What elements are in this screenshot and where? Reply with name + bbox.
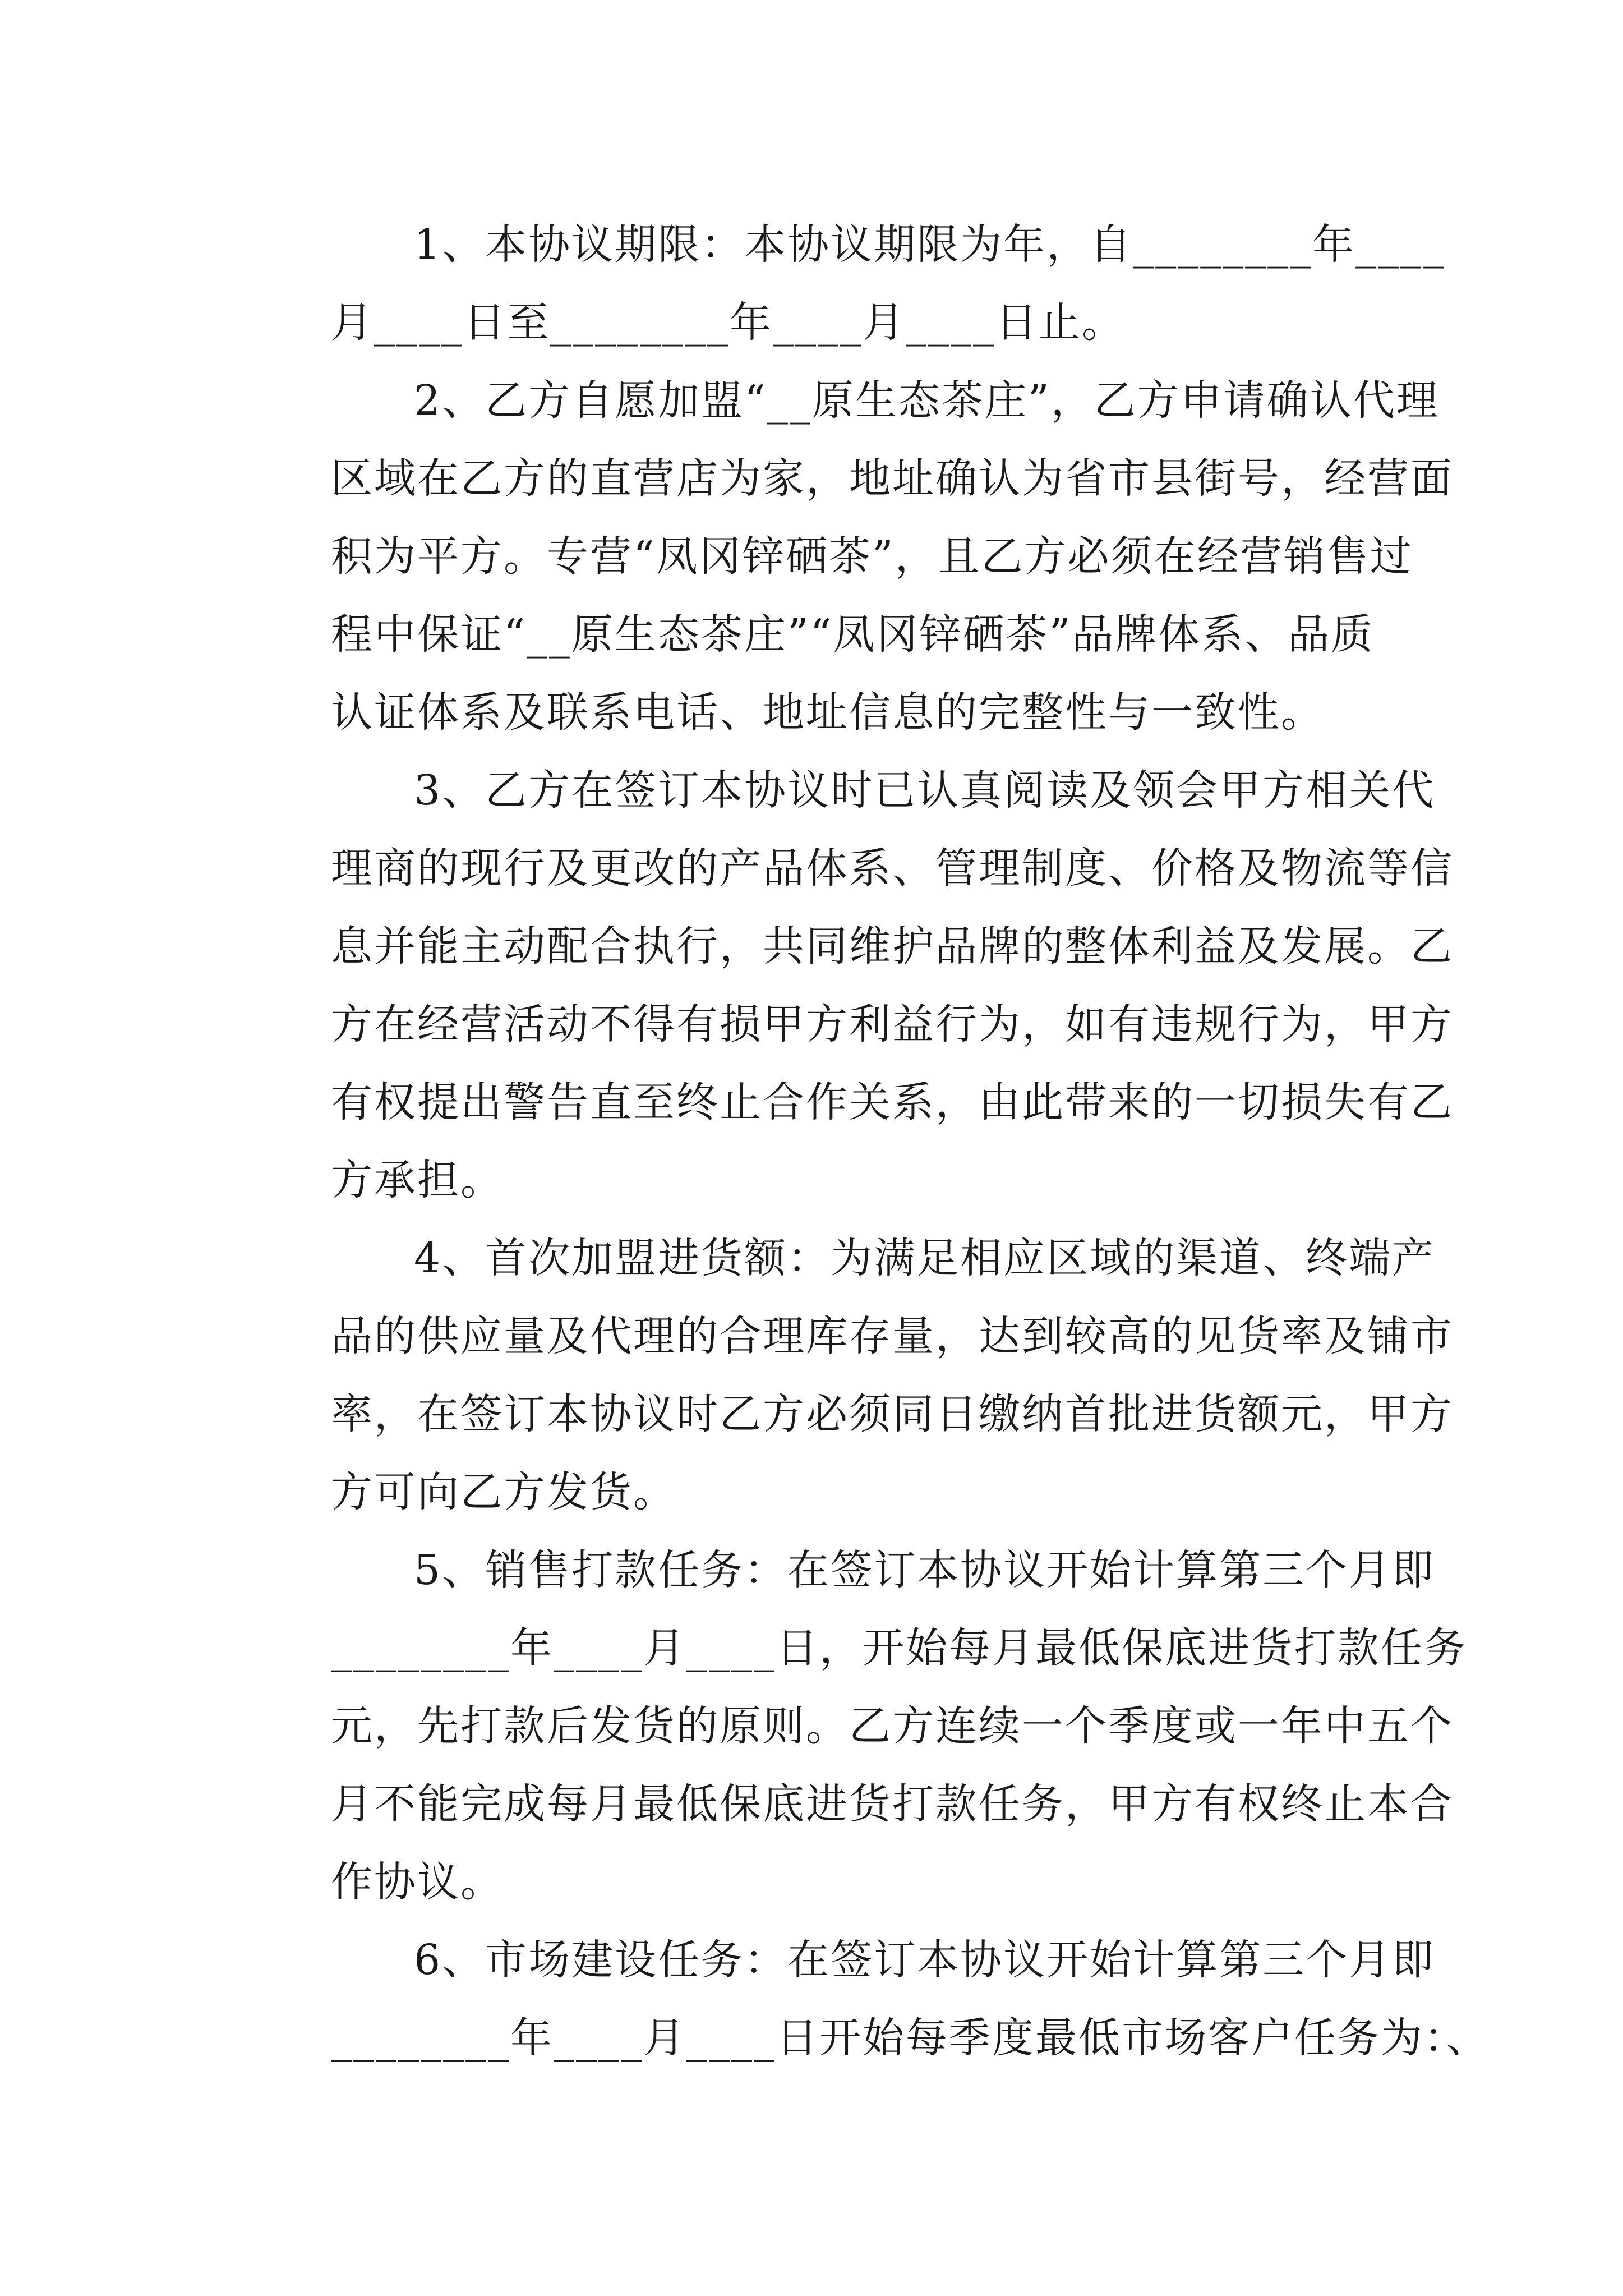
clause-line: 6、市场建设任务：在签订本协议开始计算第三个月即 [414,1936,1436,1984]
clause-2 [248,362,1454,752]
clause-line: 4、首次加盟进货额：为满足相应区域的渠道、终端产 [414,1234,1436,1282]
clause-line: 区域在乙方的直营店为家，地址确认为省市县街号，经营面 [331,454,1454,503]
clause-5 [248,1531,1467,1921]
clause-1 [248,206,1446,362]
clause-line: 2、乙方自愿加盟“__原生态茶庄”，乙方申请确认代理 [414,376,1440,425]
clause-line: 作协议。 [331,1858,504,1906]
clause-line: ________年____月____日，开始每月最低保底进货打款任务 [331,1624,1467,1672]
document-page [248,206,1490,2077]
clause-3 [248,752,1454,1220]
clause-line: 品的供应量及代理的合理库存量，达到较高的见货率及铺市 [331,1312,1454,1360]
clause-line: 方在经营活动不得有损甲方利益行为，如有违规行为，甲方 [331,1000,1454,1048]
clause-line: 5、销售打款任务：在签订本协议开始计算第三个月即 [414,1546,1436,1594]
clause-line: 方可向乙方发货。 [331,1468,676,1516]
clause-line: 率，在签订本协议时乙方必须同日缴纳首批进货额元，甲方 [331,1390,1454,1438]
clause-line: 方承担。 [331,1156,504,1204]
clause-line: 元，先打款后发货的原则。乙方连续一个季度或一年中五个 [331,1702,1454,1750]
clause-line: 息并能主动配合执行，共同维护品牌的整体利益及发展。乙 [331,922,1454,970]
clause-4 [248,1220,1454,1531]
clause-6 [248,1921,1490,2077]
clause-line: 积为平方。专营“凤冈锌硒茶”，且乙方必须在经营销售过 [331,532,1413,581]
clause-line: 有权提出警告直至终止合作关系，由此带来的一切损失有乙 [331,1078,1454,1126]
clause-line: 月____日至________年____月____日止。 [331,298,1125,347]
clause-line: 3、乙方在签订本协议时已认真阅读及领会甲方相关代 [414,766,1436,815]
clause-line: 月不能完成每月最低保底进货打款任务，甲方有权终止本合 [331,1780,1454,1828]
clause-line: 认证体系及联系电话、地址信息的完整性与一致性。 [331,688,1324,737]
clause-line: ________年____月____日开始每季度最低市场客户任务为：、 [331,2014,1490,2062]
clause-line: 理商的现行及更改的产品体系、管理制度、价格及物流等信 [331,844,1454,892]
clause-line: 程中保证“__原生态茶庄”“凤冈锌硒茶”品牌体系、品质 [331,610,1375,659]
clause-line: 1、本协议期限：本协议期限为年，自________年____ [414,220,1446,269]
